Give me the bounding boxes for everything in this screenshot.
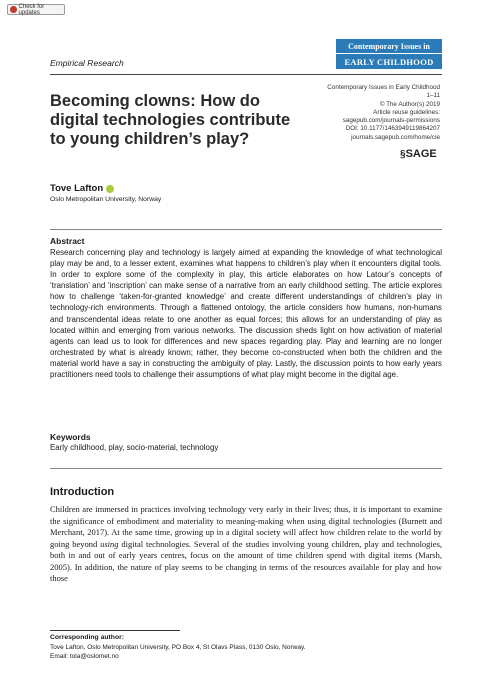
check-for-updates-label: Check for updates — [18, 3, 45, 16]
meta-doi-link[interactable]: DOI: 10.1177/1463949119864207 — [345, 125, 440, 133]
author-affiliation: Oslo Metropolitan University, Norway — [50, 196, 162, 203]
orcid-icon[interactable] — [106, 185, 114, 193]
abstract-rule — [50, 229, 442, 230]
meta-pages: 1–11 — [426, 92, 440, 100]
publisher-name: SAGE — [405, 148, 437, 160]
article-title: Becoming clowns: How do digital technologies contribute to young children’s play? — [50, 92, 291, 148]
intro-emphasis: using — [100, 538, 119, 549]
publisher-logo — [400, 148, 437, 160]
author-block — [50, 183, 114, 194]
intro-text-a: Children are immersed in practices involving technology very early in their lives; thus, it is important to examine the significance of embodiment and materiality to meaning-making when using digital technologies (Burnett and Merchant, 2017). At the same time, growing up in a digital society will affect how children relate to the world by going beyond — [50, 504, 442, 549]
publication-metadata — [300, 84, 440, 142]
journal-banner-top: Contemporary Issues in — [336, 39, 442, 53]
meta-reuse-label: Article reuse guidelines: — [373, 108, 440, 116]
meta-permissions-link[interactable]: sagepub.com/journals-permissions — [342, 117, 440, 125]
corresponding-email[interactable]: Email: tola@oslomet.no — [50, 653, 119, 660]
meta-copyright: © The Author(s) 2019 — [379, 100, 440, 108]
header-rule — [50, 74, 442, 75]
abstract-text: Research concerning play and technology is largely aimed at expanding the knowledge of what technological play may be and, to a lesser extent, examines what happens to children’s play when it encounters digital tools. In order to explore some of the complexity in play, this article elaborates on how Latour’s concepts of ‘translation’ and ‘inscription’ can make sense of a narrative from an early childhood setting. The article explores how to challenge ‘taken-for-granted knowledge’ and create different understandings of children’s play in technology-rich environments. Through a flattened ontology, the article considers how humans, non-humans and transcendental ideas relate to one another as equal forces; this allows for an understanding of play as located within and emerging from various networks. The discussion sheds light on how activation of material agents can lead us to look for differences and new spaces regarding play. Play and learning are no longer orchestrated by what is already known; rather, they become co-constructed when both the children and the material world have a say in constructing the ambiguity of play. Lastly, the discussion points to how early years practitioners need tools to challenge their assumptions of what play might become in the digital age. — [50, 248, 442, 380]
abstract-heading: Abstract — [50, 236, 85, 246]
introduction-heading: Introduction — [50, 486, 115, 498]
journal-banner-bottom: EARLY CHILDHOOD — [336, 54, 442, 69]
meta-journal-link[interactable]: journals.sagepub.com/home/cie — [351, 133, 440, 141]
article-type: Empirical Research — [50, 58, 124, 68]
keywords-rule — [50, 468, 442, 469]
introduction-text — [50, 504, 442, 585]
meta-journal: Contemporary Issues in Early Childhood — [327, 84, 440, 91]
footnote-rule — [50, 630, 180, 631]
crossmark-icon — [10, 6, 17, 13]
corresponding-heading: Corresponding author: — [50, 634, 125, 641]
intro-text-b: digital technologies. Several of the studies involving young children, play and technologies, both in and out of early years centres, focus on the amount of time children spend with digital items (Marsh, 2005). In addition, the nature of play seems to be changing in terms of the resources available for play and how those — [50, 538, 443, 583]
author-name: Tove Lafton — [50, 183, 104, 194]
corresponding-address: Tove Lafton, Oslo Metropolitan University, PO Box 4, St Olavs Plass, 0130 Oslo, Norway. — [50, 644, 306, 651]
sage-mark-icon: § — [400, 149, 406, 160]
keywords-text: Early childhood, play, socio-material, technology — [50, 443, 219, 452]
keywords-heading: Keywords — [50, 432, 91, 442]
check-for-updates-button[interactable] — [7, 4, 65, 15]
